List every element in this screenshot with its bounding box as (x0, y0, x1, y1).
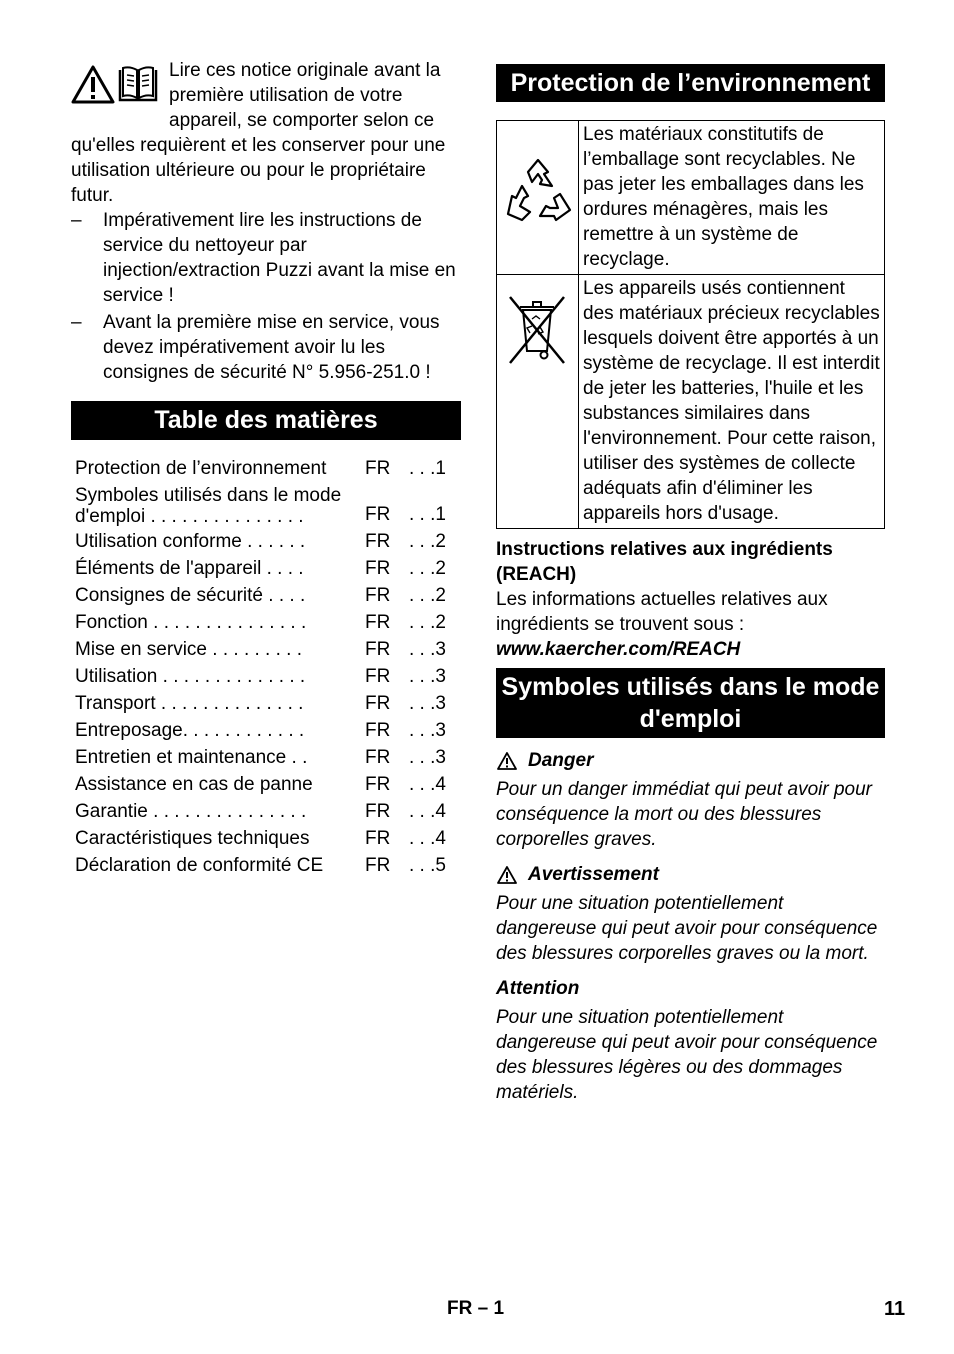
warning-text: Pour une situation potentiellement dangereuse qui peut avoir pour conséquence des blessures corporelles graves ou la mort. (496, 893, 878, 964)
toc-lang: FR (365, 801, 391, 822)
toc-page: . . .3 (409, 720, 446, 741)
toc-title: Déclaration de conformité CE (75, 855, 324, 876)
toc-title: Caractéristiques techniques (75, 828, 310, 849)
toc-lang: FR (365, 458, 391, 479)
warning-label: Avertissement (528, 864, 659, 885)
toc-title: Entretien et maintenance . . (75, 747, 308, 768)
toc-lang: FR (365, 504, 391, 525)
toc-row[interactable] (71, 799, 461, 826)
toc-page: . . .3 (409, 747, 446, 768)
toc-lang: FR (365, 774, 391, 795)
toc-page: . . .1 (409, 458, 446, 479)
toc-lang: FR (365, 855, 391, 876)
left-column (71, 58, 461, 880)
toc-page: . . .4 (409, 774, 446, 795)
toc-page: . . .5 (409, 855, 446, 876)
toc-lang: FR (365, 531, 391, 552)
toc-title: Protection de l’environnement (75, 458, 327, 479)
toc-row[interactable] (71, 610, 461, 637)
toc-title: Utilisation conforme . . . . . . (75, 531, 306, 552)
toc-page: . . .2 (409, 585, 446, 606)
toc-page: . . .3 (409, 666, 446, 687)
table-row (497, 275, 885, 529)
toc-row[interactable] (71, 637, 461, 664)
recycling-icon (500, 154, 576, 234)
toc-lang: FR (365, 693, 391, 714)
attention-heading (496, 976, 885, 1001)
danger-label: Danger (528, 750, 594, 771)
toc-page: . . .4 (409, 828, 446, 849)
footer-section-page: FR – 1 (447, 1298, 505, 1319)
toc-lang: FR (365, 666, 391, 687)
toc-row[interactable] (71, 853, 461, 880)
toc-lang: FR (365, 585, 391, 606)
toc-title: Entreposage. . . . . . . . . . . . (75, 720, 305, 741)
toc-page: . . .3 (409, 639, 446, 660)
warning-triangle-icon (71, 64, 115, 104)
toc-title: Utilisation . . . . . . . . . . . . . . (75, 666, 306, 687)
toc-page: . . .2 (409, 612, 446, 633)
warning-heading (496, 862, 885, 887)
intro-icons (71, 64, 163, 112)
toc-row[interactable] (71, 483, 461, 529)
toc-title: Mise en service . . . . . . . . . (75, 639, 303, 660)
attention-text: Pour une situation potentiellement dangereuse qui peut avoir pour conséquence des blessures légères ou des dommages matériels. (496, 1007, 878, 1103)
toc-title: Éléments de l'appareil . . . . (75, 558, 304, 579)
environment-icon-cell (497, 275, 579, 529)
danger-text: Pour un danger immédiat qui peut avoir pour conséquence la mort ou des blessures corporelles graves. (496, 779, 873, 850)
warning-triangle-icon (496, 865, 518, 885)
danger-heading (496, 748, 885, 773)
crossed-bin-icon (506, 293, 570, 369)
environment-text: Les matériaux constitutifs de l’emballage sont recyclables. Ne pas jeter les emballages dans les ordures ménagères, mais les remettre à un système de recyclage. (579, 121, 885, 275)
right-column (496, 64, 885, 1105)
toc-row[interactable] (71, 456, 461, 483)
list-item: – Avant la première mise en service, vous devez impérativement avoir lu les consignes de sécurité N° 5.956-251.0 ! (71, 310, 461, 385)
reach-title: Instructions relatives aux ingrédients (REACH) (496, 539, 833, 585)
manual-book-icon (116, 64, 160, 104)
toc-lang: FR (365, 558, 391, 579)
intro-bullets (71, 208, 461, 385)
toc-row[interactable] (71, 583, 461, 610)
toc-title: Fonction . . . . . . . . . . . . . . . (75, 612, 307, 633)
reach-link[interactable]: www.kaercher.com/REACH (496, 639, 741, 660)
toc-lang: FR (365, 612, 391, 633)
toc-page: . . .1 (409, 504, 446, 525)
warning-triangle-icon (496, 751, 518, 771)
environment-table (496, 120, 885, 529)
attention-label: Attention (496, 978, 580, 999)
symbols-heading: Symboles utilisés dans le mode d'emploi (496, 668, 885, 738)
list-item: – Impérativement lire les instructions de service du nettoyeur par injection/extraction Puzzi avant la mise en service ! (71, 208, 461, 308)
toc-lang: FR (365, 828, 391, 849)
intro-text: Lire ces notice originale avant la première utilisation de votre appareil, se comporter selon ce qu'elles requièrent et les conserver pour une utilisation ultérieure ou pour le propriétaire futur. (71, 60, 446, 206)
toc-lang: FR (365, 720, 391, 741)
toc-title: Assistance en cas de panne (75, 774, 313, 795)
toc-row[interactable] (71, 826, 461, 853)
environment-text: Les appareils usés contiennent des matériaux précieux recyclables lesquels doivent être apportés à un système de recyclage. Il est interdit de jeter les batteries, l'huile et les substances similaires dans l'environnement. Pour cette raison, utiliser des systèmes de collecte adéquats afin d'éliminer les appareils hors d'usage. (579, 275, 885, 529)
environment-icon-cell (497, 121, 579, 275)
intro-notice (71, 58, 461, 385)
toc-title: Garantie . . . . . . . . . . . . . . . (75, 801, 307, 822)
toc-page: . . .3 (409, 693, 446, 714)
toc-page: . . .2 (409, 558, 446, 579)
toc-heading: Table des matières (71, 401, 461, 440)
table-row (497, 121, 885, 275)
toc-lang: FR (365, 747, 391, 768)
toc-page: . . .2 (409, 531, 446, 552)
toc-row[interactable] (71, 556, 461, 583)
toc-row[interactable] (71, 529, 461, 556)
toc-page: . . .4 (409, 801, 446, 822)
footer-page-number: 11 (884, 1298, 906, 1320)
toc-row[interactable] (71, 691, 461, 718)
toc-row[interactable] (71, 772, 461, 799)
toc-title: Symboles utilisés dans le mode d'emploi . . . . . . . . . . . . . . . (75, 485, 342, 527)
reach-body: Les informations actuelles relatives aux ingrédients se trouvent sous : (496, 589, 828, 635)
toc-row[interactable] (71, 718, 461, 745)
environment-heading: Protection de l’environnement (496, 64, 885, 102)
toc-lang: FR (365, 639, 391, 660)
toc-title: Consignes de sécurité . . . . (75, 585, 306, 606)
toc-title: Transport . . . . . . . . . . . . . . (75, 693, 304, 714)
toc-row[interactable] (71, 664, 461, 691)
table-of-contents (71, 456, 461, 880)
toc-row[interactable] (71, 745, 461, 772)
